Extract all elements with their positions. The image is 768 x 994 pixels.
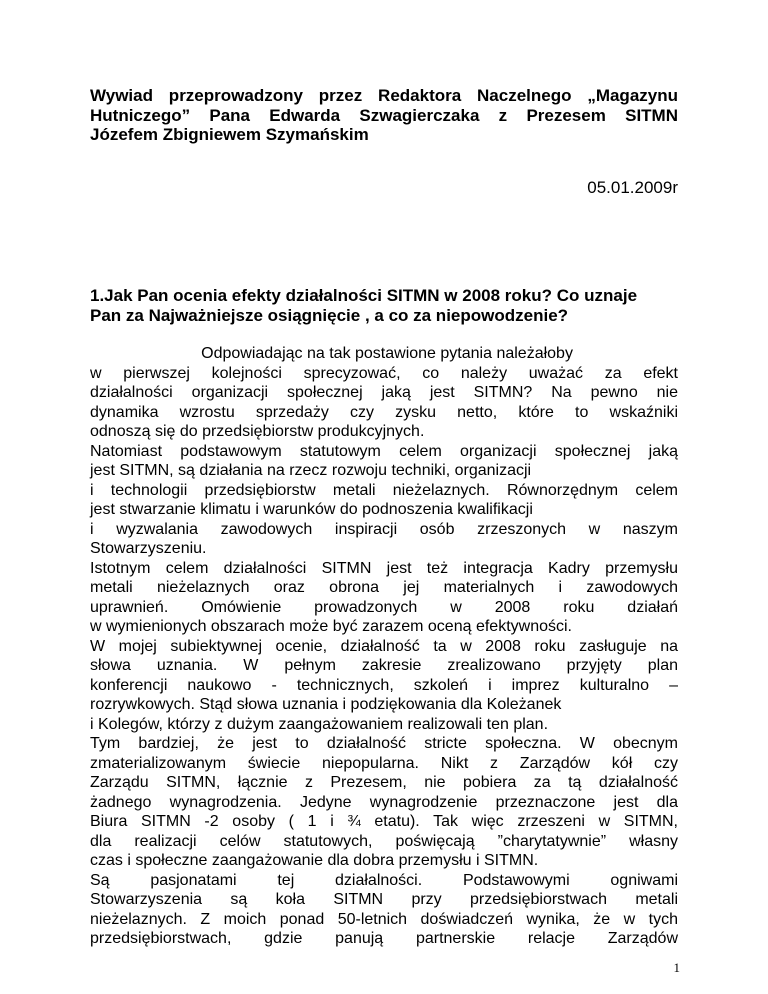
body-line: konferencji naukowo - technicznych, szkoleń i imprez kulturalno – [90, 676, 678, 694]
body-line: Stowarzyszeniu. [90, 540, 207, 557]
body-line: jest SITMN, są działania na rzecz rozwoju techniki, organizacji [90, 462, 532, 479]
body-line: zmaterializowanym świecie niepopularna. Nikt z Zarządów kół czy [90, 754, 678, 772]
body-line: Są pasjonatami tej działalności. Podstawowymi ogniwami [90, 871, 678, 889]
answer-body [90, 344, 678, 949]
document-date: 05.01.2009r [587, 178, 678, 197]
question-line: 1.Jak Pan ocenia efekty działalności SITMN w 2008 roku? Co uznaje [90, 286, 638, 305]
title-line: Józefem Zbigniewem Szymańskim [90, 125, 369, 144]
body-line: odnoszą się do przedsiębiorstw produkcyjnych. [90, 423, 425, 440]
body-line: w wymienionych obszarach może być zarazem oceną efektywności. [90, 618, 572, 635]
body-line: Tym bardziej, że jest to działalność stricte społeczna. W obecnym [90, 735, 678, 752]
body-line: uprawnień. Omówienie prowadzonych w 2008 roku działań [90, 598, 678, 616]
body-line: rozrywkowych. Stąd słowa uznania i podziękowania dla Koleżanek [90, 696, 562, 713]
body-line: nieżelaznych. Z moich ponad 50-letnich doświadczeń wynika, że w tych [90, 910, 678, 928]
body-line: przedsiębiorstwach, gdzie panują partnerskie relacje Zarządów [90, 930, 678, 947]
body-line: W mojej subiektywnej ocenie, działalność ta w 2008 roku zasługuje na [90, 637, 678, 655]
body-line: i wyzwalania zawodowych inspiracji osób zrzeszonych w naszym [90, 520, 678, 538]
body-line: i technologii przedsiębiorstw metali nieżelaznych. Równorzędnym celem [90, 481, 678, 499]
question-heading [90, 285, 678, 324]
question-line: Pan za Najważniejsze osiągnięcie , a co za niepowodzenie? [90, 305, 569, 325]
body-line: czas i społeczne zaangażowanie dla dobra przemysłu i SITMN. [90, 852, 539, 869]
body-line: działalności organizacji społecznej jaką jest SITMN? Na pewno nie [90, 384, 678, 401]
body-line: Istotnym celem działalności SITMN jest też integracja Kadry przemysłu [90, 559, 678, 577]
body-line: Odpowiadając na tak postawione pytania należałoby [90, 345, 573, 362]
body-line: Zarządu SITMN, łącznie z Prezesem, nie pobiera za tą działalność [90, 774, 678, 791]
body-line: Natomiast podstawowym statutowym celem organizacji społecznej jaką [90, 442, 678, 460]
body-line: dynamika wzrostu sprzedaży czy zysku netto, które to wskaźniki [90, 403, 678, 421]
body-line: dla realizacji celów statutowych, poświęcają ”charytatywnie” własny [90, 832, 678, 850]
document-title [90, 86, 678, 145]
body-line: słowa uznania. W pełnym zakresie zrealizowano przyjęty plan [90, 657, 678, 674]
body-line: Stowarzyszenia są koła SITMN przy przedsiębiorstwach metali [90, 891, 678, 908]
body-line: metali nieżelaznych oraz obrona jej materialnych i zawodowych [90, 579, 678, 596]
body-line: żadnego wynagrodzenia. Jedyne wynagrodzenie przeznaczone jest dla [90, 793, 678, 811]
title-line: Hutniczego” Pana Edwarda Szwagierczaka z Prezesem SITMN [90, 105, 678, 125]
page-number: 1 [673, 960, 680, 975]
body-line: jest stwarzanie klimatu i warunków do podnoszenia kwalifikacji [90, 501, 533, 518]
title-line: Wywiad przeprowadzony przez Redaktora Naczelnego „Magazynu [90, 86, 678, 105]
body-line: Biura SITMN -2 osoby ( 1 i ¾ etatu). Tak więc zrzeszeni w SITMN, [90, 813, 678, 830]
body-line: i Kolegów, którzy z dużym zaangażowaniem realizowali ten plan. [90, 715, 549, 733]
body-line: w pierwszej kolejności sprecyzować, co należy uważać za efekt [90, 364, 678, 382]
